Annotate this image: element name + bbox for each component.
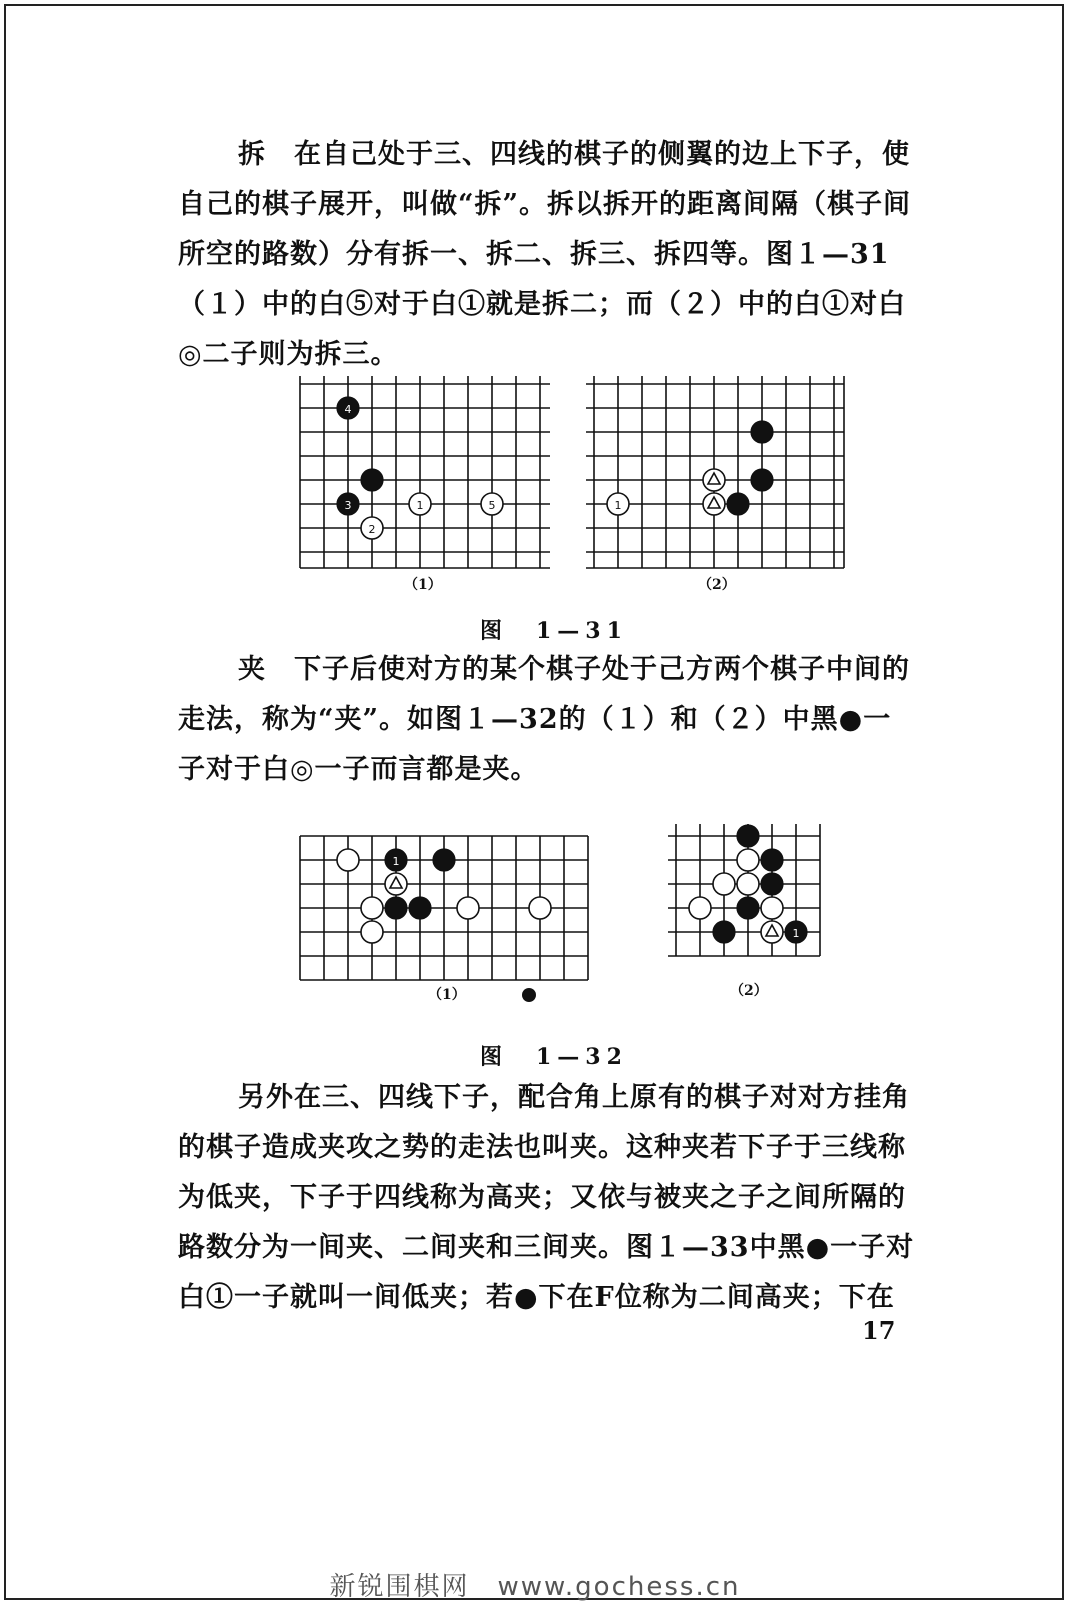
black-stone — [761, 849, 783, 871]
white-stone-triangle-marked — [761, 921, 783, 943]
paragraph-jia — [178, 645, 918, 795]
black-stone — [751, 421, 773, 443]
figure-1-32-board-1 — [300, 836, 592, 986]
ink-speck — [522, 988, 536, 1002]
black-stone — [785, 921, 807, 943]
black-stone — [727, 493, 749, 515]
black-stone — [385, 897, 407, 919]
svg-text:1: 1 — [416, 499, 424, 512]
figure-1-32-caption: 图 1—32 — [480, 1044, 628, 1070]
white-stone — [737, 873, 759, 895]
black-stone — [385, 849, 407, 871]
black-stone — [337, 493, 359, 515]
paragraph-jia-text: 下子后使对方的某个棋子处于己方两个棋子中间的走法，称为“夹”。如图１—32的（１）和（２）中黑●一子对于白◎一子而言都是夹。 — [178, 654, 910, 785]
black-stone — [713, 921, 735, 943]
figure-1-31-board-2 — [586, 376, 846, 572]
black-stone — [433, 849, 455, 871]
white-stone — [713, 873, 735, 895]
black-stone — [737, 825, 759, 847]
black-stone — [761, 873, 783, 895]
paragraph-jia-continued: 另外在三、四线下子，配合角上原有的棋子对对方挂角的棋子造成夹攻之势的走法也叫夹。这种夹若下子于三线称为低夹，下子于四线称为高夹；又依与被夹之子之间所隔的路数分为一间夹、二间夹和三间夹。图１—33中黑●一子对白①一子就叫一间低夹；若●下在F位称为二间高夹；下在 — [178, 1082, 915, 1313]
svg-text:5: 5 — [488, 499, 496, 512]
svg-text:1: 1 — [614, 499, 622, 512]
white-stone-triangle-marked — [703, 493, 725, 515]
white-stone — [409, 493, 431, 515]
svg-text:1: 1 — [792, 927, 800, 940]
term-jia: 夹 — [238, 654, 266, 685]
white-stone — [337, 849, 359, 871]
term-chai: 拆 — [238, 139, 266, 170]
figure-1-31-caption: 图 1—31 — [480, 618, 628, 644]
page-number: 17 — [862, 1316, 896, 1345]
white-stone — [457, 897, 479, 919]
white-stone — [361, 921, 383, 943]
white-stone-triangle-marked — [385, 873, 407, 895]
figure-1-32-sublabel-1: （1） — [428, 987, 466, 1003]
white-stone — [361, 517, 383, 539]
figure-1-31-sublabel-2: （2） — [698, 577, 736, 593]
svg-text:1: 1 — [392, 855, 400, 868]
white-stone — [761, 897, 783, 919]
figure-1-31-sublabel-1: （1） — [404, 577, 442, 593]
white-stone — [529, 897, 551, 919]
figure-1-31-board-1 — [300, 376, 560, 572]
figure-1-32-sublabel-2: （2） — [730, 983, 768, 999]
svg-text:3: 3 — [344, 499, 352, 512]
white-stone — [737, 849, 759, 871]
svg-text:2: 2 — [368, 523, 376, 536]
black-stone — [361, 469, 383, 491]
white-stone — [361, 897, 383, 919]
footer-watermark: 新锐围棋网 www.gochess.cn — [329, 1572, 741, 1602]
black-stone — [751, 469, 773, 491]
svg-text:4: 4 — [344, 403, 352, 416]
black-stone — [409, 897, 431, 919]
white-stone-triangle-marked — [703, 469, 725, 491]
white-stone — [607, 493, 629, 515]
white-stone — [689, 897, 711, 919]
black-stone — [337, 397, 359, 419]
paragraph-chai-text: 在自己处于三、四线的棋子的侧翼的边上下子，使自己的棋子展开，叫做“拆”。拆以拆开的距离间隔（棋子间所空的路数）分有拆一、拆二、拆三、拆四等。图１—31（１）中的白⑤对于白①就是拆二；而（２）中的白①对白◎二子则为拆三。 — [178, 139, 912, 370]
paragraph-chai — [178, 130, 918, 380]
white-stone — [481, 493, 503, 515]
figure-1-32-board-2 — [668, 824, 832, 960]
black-stone — [737, 897, 759, 919]
